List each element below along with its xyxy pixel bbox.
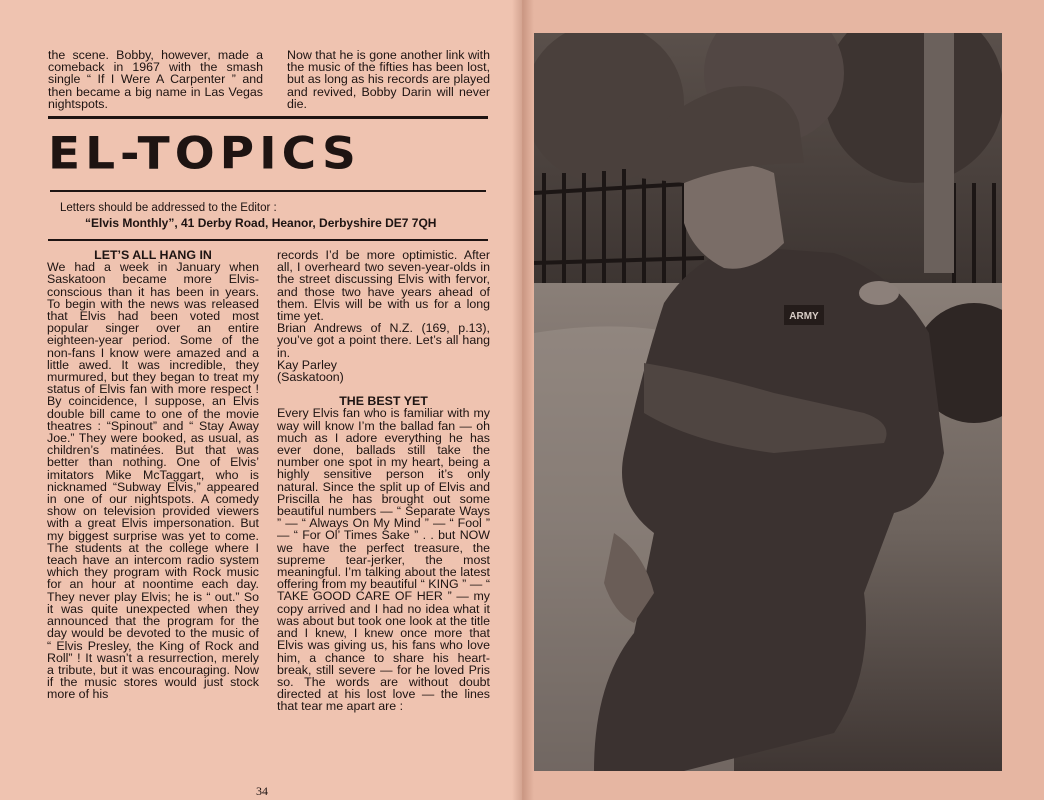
section-title: EL-TOPICS [48, 127, 361, 180]
signature-place: (Saskatoon) [277, 370, 344, 385]
letter-body: Every Elvis fan who is familiar with my way will know I’m the ballad fan — oh much as I adore everything he has ever done, ballads still take the number one spot in my heart, being a highly sensitive person it’s only natural. Since the split up of Elvis and Priscilla he has brought out some beautiful numbers — “ Separate Ways ” — “ Always On My Mind ” — “ Fool ” — “ For Ol’ Times Sake ” . . but NOW we have the perfect treasure, the supreme tear-jerker, the most meaningful. I’m talking about the latest offering from my beautiful “ KING ” — “ TAKE GOOD CARE OF HER ” — my copy arrived and I had no idea what it was about but took one look at the title and I knew, I knew once more that Elvis was giving us, his fans who love him, a chance to share his heart-break, still severe — for he loved Pris so. The words are without doubt directed at his lost love — the lines that tear me apart are : [277, 406, 490, 714]
editor-reply: Brian Andrews of N.Z. (169, p.13), you’ve got a point there. Let’s all hang in. [277, 321, 490, 360]
army-patch: ARMY [789, 311, 819, 322]
letter-body: We had a week in January when Saskatoon became more Elvis-conscious than it has been in years. To begin with the news was released that Elvis had been voted most popular singer over an entire eighteen-year period. Some of the non-fans I know were amazed and a little awed. It was incredible, they murmured, but they began to treat my status of Elvis fan with more respect ! By coincidence, I suppose, an Elvis double bill came to one of the movie theatres : “Spinout” and “ Stay Away Joe.” They were booked, as usual, as children’s matinées. But that was better than nothing. One of Elvis’ imitators Mike McTaggart, who is nicknamed “Subway Elvis,” appeared in one of our nightspots. A comedy show on television provided viewers with a great Elvis impersonation. But my biggest surprise was yet to come. The students at the college where I teach have an intercom radio system which they program with Rock music for an hour at noontime each day. They never play Elvis; he is “ out.” So it was quite unexpected when they announced that the program for the day would be devoted to the music of “ Elvis Presley, the King of Rock and Roll” ! It wasn’t a resurrection, merely a tribute, but it was encouraging. Now if the music stores would just stock more of his [47, 260, 259, 702]
editor-address: “Elvis Monthly”, 41 Derby Road, Heanor, Derbyshire DE7 7QH [85, 216, 437, 230]
address-intro: Letters should be addressed to the Editor : [60, 202, 277, 214]
title-bottom-rule [50, 190, 486, 192]
intro-right-column: Now that he is gone another link with the music of the fifties has been lost, but as long as his records are played and revived, Bobby Darin will never die. [287, 48, 490, 111]
letter-body-continued: records I’d be more optimistic. After all, I overheard two seven-year-olds in the street discussing Elvis with fervor, and those two have years ahead of them. Elvis will be with us for a long time yet. [277, 248, 490, 324]
letters-column-left [47, 249, 259, 701]
page-gutter [512, 0, 534, 800]
address-rule [48, 239, 488, 241]
letter-heading: LET’S ALL HANG IN [94, 248, 212, 262]
photo-soldier-kneeling [534, 33, 1002, 771]
intro-left-column: the scene. Bobby, however, made a comeback in 1967 with the smash single “ If I Were A Carpenter ” and then became a big name in Las Vegas nightspots. [48, 48, 263, 111]
letters-column-right [277, 249, 490, 713]
signature-name: Kay Parley [277, 357, 337, 372]
page-number: 34 [256, 784, 268, 798]
letter-heading: THE BEST YET [339, 394, 428, 409]
title-top-rule [48, 116, 488, 119]
